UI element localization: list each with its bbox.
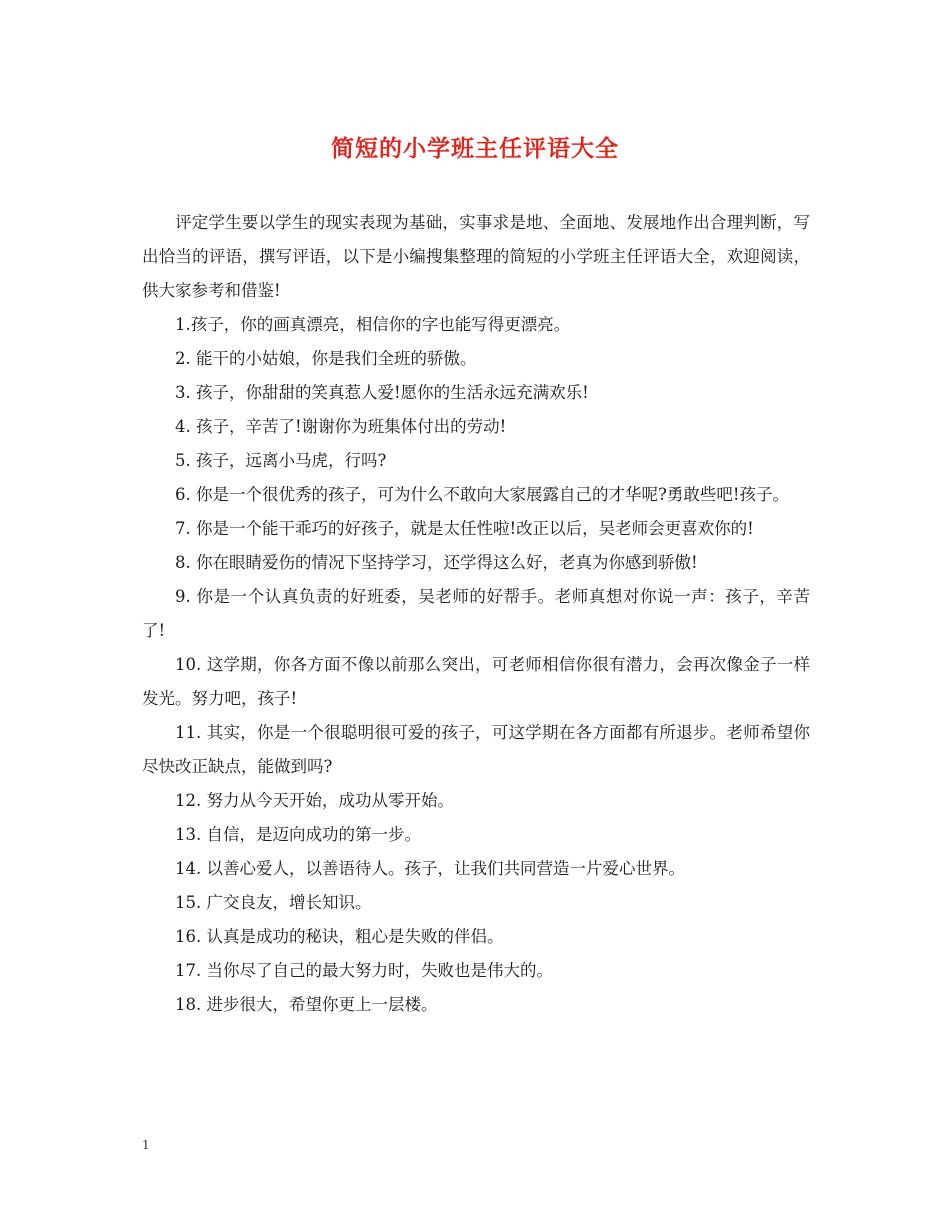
comment-item: 9. 你是一个认真负责的好班委，吴老师的好帮手。老师真想对你说一声：孩子，辛苦了! [142,587,810,640]
comment-item: 6. 你是一个很优秀的孩子，可为什么不敢向大家展露自己的才华呢?勇敢些吧!孩子。 [175,485,789,504]
document-body [142,206,810,1022]
document-title: 简短的小学班主任评语大全 [331,135,619,162]
comment-item: 8. 你在眼睛爱伤的情况下坚持学习，还学得这么好，老真为你感到骄傲! [175,553,698,572]
comment-item: 3. 孩子，你甜甜的笑真惹人爱!愿你的生活永远充满欢乐! [175,383,589,402]
comment-item: 2. 能干的小姑娘，你是我们全班的骄傲。 [175,349,477,368]
comment-item: 1.孩子，你的画真漂亮，相信你的字也能写得更漂亮。 [175,315,571,334]
comment-item: 15. 广交良友，增长知识。 [175,893,372,912]
comment-item: 17. 当你尽了自己的最大努力时，失败也是伟大的。 [175,961,553,980]
comment-item: 16. 认真是成功的秘诀，粗心是失败的伴侣。 [175,927,504,946]
page-number: 1 [142,1138,150,1152]
comment-item: 12. 努力从今天开始，成功从零开始。 [175,791,454,810]
comment-item: 10. 这学期，你各方面不像以前那么突出，可老师相信你很有潜力，会再次像金子一样发光。努力吧，孩子! [142,655,810,708]
comment-item: 11. 其实，你是一个很聪明很可爱的孩子，可这学期在各方面都有所退步。老师希望你尽快改正缺点，能做到吗? [142,723,810,776]
comment-item: 13. 自信，是迈向成功的第一步。 [175,825,421,844]
comment-item: 5. 孩子，远离小马虎，行吗? [175,451,387,470]
comment-item: 14. 以善心爱人，以善语待人。孩子，让我们共同营造一片爱心世界。 [175,859,685,878]
comment-item: 18. 进步很大，希望你更上一层楼。 [175,995,438,1014]
comment-item: 7. 你是一个能干乖巧的好孩子，就是太任性啦!改正以后，吴老师会更喜欢你的! [175,519,754,538]
comment-item: 4. 孩子，辛苦了!谢谢你为班集体付出的劳动! [175,417,507,436]
intro-paragraph: 评定学生要以学生的现实表现为基础，实事求是地、全面地、发展地作出合理判断，写出恰当的评语，撰写评语，以下是小编搜集整理的简短的小学班主任评语大全，欢迎阅读，供大家参考和借鉴! [142,213,810,300]
